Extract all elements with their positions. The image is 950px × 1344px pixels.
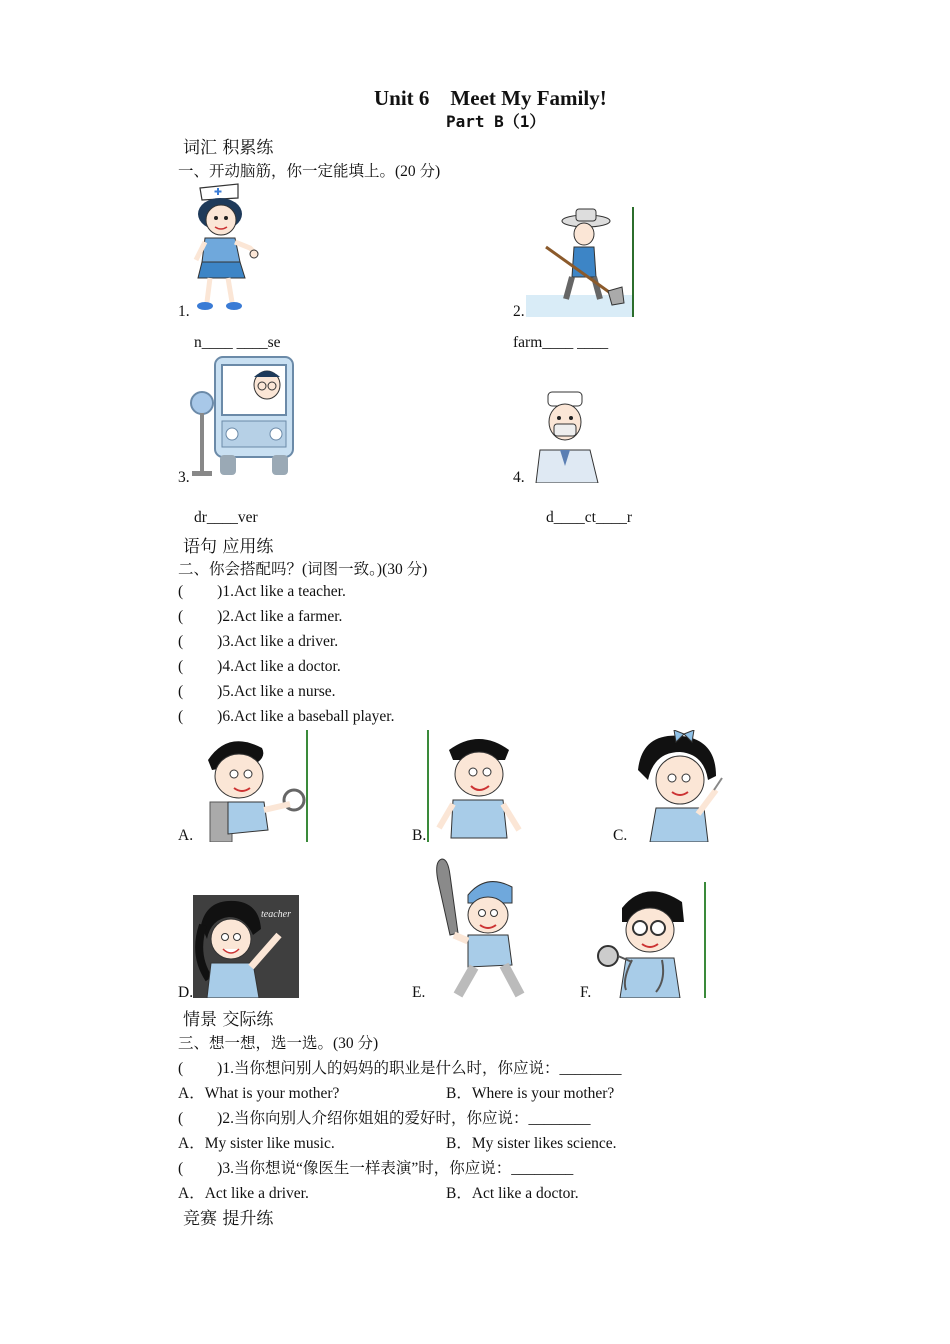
question-2-option-b[interactable]: B．My sister likes science. <box>446 1135 617 1152</box>
board-word: teacher <box>261 909 291 920</box>
match-item-3 <box>178 633 338 651</box>
picture-f <box>592 882 706 998</box>
answer-paren[interactable]: ( <box>178 708 184 725</box>
picture-e-label: E. <box>412 984 426 1001</box>
picture-c <box>628 730 726 842</box>
section3-instruction: 三、想一想，选一选。(30 分) <box>178 1035 379 1052</box>
answer-paren[interactable]: ( <box>178 608 184 625</box>
item2-blank: farm____ ____ <box>513 334 609 351</box>
item3-blank: dr____ver <box>194 509 258 526</box>
answer-paren[interactable]: ( <box>178 583 184 600</box>
section4-heading: 竞赛 提升练 <box>183 1209 274 1229</box>
match-text: )2.Act like a farmer. <box>217 608 343 625</box>
question-3-option-a[interactable]: A．Act like a driver. <box>178 1185 309 1202</box>
question-text: )1.当你想问别人的妈妈的职业是什么时，你应说：________ <box>217 1060 622 1077</box>
picture-a-label: A. <box>178 827 194 844</box>
answer-paren[interactable]: ( <box>178 1060 184 1077</box>
picture-a <box>194 730 308 842</box>
answer-paren[interactable]: ( <box>178 633 184 650</box>
page-subtitle: Part B（1） <box>446 112 546 131</box>
section1-instruction: 一、开动脑筋，你一定能填上。(20 分) <box>178 163 441 180</box>
match-text: )3.Act like a driver. <box>217 633 339 650</box>
match-item-5 <box>178 683 336 701</box>
question-1-option-a[interactable]: A．What is your mother? <box>178 1085 340 1102</box>
answer-paren[interactable]: ( <box>178 1110 184 1127</box>
question-text: )2.当你向别人介绍你姐姐的爱好时，你应说：________ <box>217 1110 591 1127</box>
item4-blank: d____ct____r <box>546 509 633 526</box>
match-text: )6.Act like a baseball player. <box>217 708 395 725</box>
question-text: )3.当你想说“像医生一样表演”时，你应说：________ <box>217 1160 574 1177</box>
question-2-option-a[interactable]: A．My sister like music. <box>178 1135 335 1152</box>
match-text: )5.Act like a nurse. <box>217 683 336 700</box>
question-1-option-b[interactable]: B．Where is your mother? <box>446 1085 615 1102</box>
match-item-1 <box>178 583 346 601</box>
page-title: Unit 6 Meet My Family! <box>374 86 607 110</box>
match-item-4 <box>178 658 341 676</box>
answer-paren[interactable]: ( <box>178 658 184 675</box>
item4-number: 4. <box>513 469 525 486</box>
section2-instruction: 二、你会搭配吗？(词图一致。)(30 分) <box>178 561 428 578</box>
question-3-option-b[interactable]: B．Act like a doctor. <box>446 1185 579 1202</box>
picture-b <box>427 730 539 842</box>
section1-heading: 词汇 积累练 <box>183 138 274 158</box>
question-2 <box>178 1106 590 1128</box>
match-text: )1.Act like a teacher. <box>217 583 346 600</box>
answer-paren[interactable]: ( <box>178 683 184 700</box>
picture-d-label: D. <box>178 984 194 1001</box>
section2-heading: 语句 应用练 <box>183 537 274 557</box>
item2-number: 2. <box>513 303 525 320</box>
picture-e <box>428 855 536 998</box>
item1-number: 1. <box>178 303 190 320</box>
match-item-6 <box>178 708 395 726</box>
question-3 <box>178 1156 573 1178</box>
picture-d <box>193 895 299 998</box>
nurse-picture <box>190 180 260 315</box>
picture-b-label: B. <box>412 827 427 844</box>
picture-f-label: F. <box>580 984 592 1001</box>
match-item-2 <box>178 608 342 626</box>
item3-number: 3. <box>178 469 190 486</box>
doctor-picture <box>526 388 611 483</box>
item1-blank: n____ ____se <box>194 334 281 351</box>
driver-picture <box>190 355 295 482</box>
section3-heading: 情景 交际练 <box>183 1010 274 1030</box>
match-text: )4.Act like a doctor. <box>217 658 341 675</box>
picture-c-label: C. <box>613 827 628 844</box>
question-1 <box>178 1056 621 1078</box>
answer-paren[interactable]: ( <box>178 1160 184 1177</box>
farmer-picture <box>526 207 634 317</box>
